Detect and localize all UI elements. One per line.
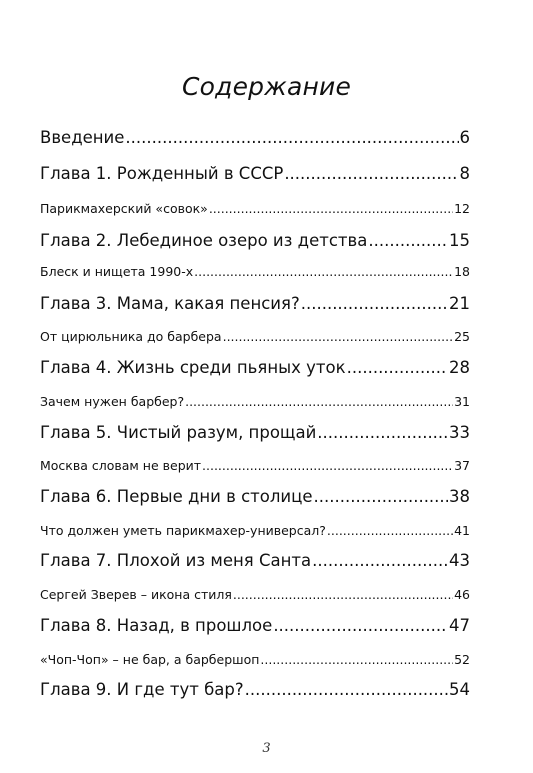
toc-entry[interactable] <box>40 358 470 377</box>
toc-entry-page: 21 <box>449 294 470 313</box>
toc-entry-page: 33 <box>449 423 470 442</box>
toc-dot-leader <box>317 423 448 442</box>
toc-entry-page: 46 <box>454 587 470 602</box>
toc-dot-leader <box>301 294 448 313</box>
toc-entry[interactable] <box>40 458 470 473</box>
toc-entry-page: 54 <box>449 680 470 699</box>
toc-entry[interactable] <box>40 551 470 570</box>
toc-dot-leader <box>312 551 448 570</box>
toc-entry[interactable] <box>40 394 470 409</box>
page-title: Содержание <box>181 72 352 101</box>
toc-dot-leader <box>233 587 453 602</box>
toc-dot-leader <box>209 201 453 216</box>
toc-dot-leader <box>125 128 458 147</box>
toc-entry-label: Блеск и нищета 1990-х <box>40 264 194 279</box>
toc-entry-label: Глава 7. Плохой из меня Санта <box>40 551 312 570</box>
toc-dot-leader <box>327 523 453 538</box>
toc-dot-leader <box>368 231 448 250</box>
toc-entry-page: 6 <box>459 128 470 147</box>
toc-dot-leader <box>185 394 453 409</box>
toc-entry[interactable] <box>40 294 470 313</box>
toc-entry[interactable] <box>40 523 470 538</box>
toc-entry-label: Москва словам не верит <box>40 458 202 473</box>
toc-dot-leader <box>347 358 448 377</box>
toc-entry-label: Глава 5. Чистый разум, прощай <box>40 423 317 442</box>
toc-entry[interactable] <box>40 680 470 699</box>
toc-entry[interactable] <box>40 264 470 279</box>
toc-entry-page: 8 <box>459 164 470 183</box>
toc-entry-label: Глава 3. Мама, какая пенсия? <box>40 294 300 313</box>
toc-entry-label: Парикмахерский «совок» <box>40 201 208 216</box>
toc-entry-page: 47 <box>449 616 470 635</box>
toc-entry[interactable] <box>40 423 470 442</box>
toc-dot-leader <box>284 164 458 183</box>
toc-dot-leader <box>202 458 453 473</box>
toc-entry-page: 38 <box>449 487 470 506</box>
toc-entry-label: Глава 4. Жизнь среди пьяных уток <box>40 358 346 377</box>
toc-dot-leader <box>245 680 448 699</box>
table-of-contents <box>40 0 470 773</box>
toc-entry-page: 52 <box>454 652 470 667</box>
toc-entry-label: Что должен уметь парикмахер-универсал? <box>40 523 326 538</box>
toc-entry-page: 12 <box>454 201 470 216</box>
toc-dot-leader <box>223 329 454 344</box>
toc-entry[interactable] <box>40 164 470 183</box>
toc-entry[interactable] <box>40 329 470 344</box>
toc-entry-label: Введение <box>40 128 125 147</box>
toc-entry-page: 31 <box>454 394 470 409</box>
toc-entry-label: От цирюльника до барбера <box>40 329 222 344</box>
toc-entry-page: 37 <box>454 458 470 473</box>
toc-entry-page: 41 <box>454 523 470 538</box>
toc-dot-leader <box>314 487 448 506</box>
toc-entry-page: 18 <box>454 264 470 279</box>
toc-entry[interactable] <box>40 587 470 602</box>
toc-entry-page: 25 <box>454 329 470 344</box>
toc-dot-leader <box>194 264 453 279</box>
toc-entry-label: Глава 8. Назад, в прошлое <box>40 616 273 635</box>
toc-entry[interactable] <box>40 487 470 506</box>
toc-entry-page: 28 <box>449 358 470 377</box>
toc-entry[interactable] <box>40 128 470 147</box>
toc-entry-label: Глава 2. Лебединое озеро из детства <box>40 231 368 250</box>
toc-entry-label: «Чоп-Чоп» – не бар, а барбершоп <box>40 652 260 667</box>
toc-entry-label: Глава 9. И где тут бар? <box>40 680 244 699</box>
toc-entry-label: Глава 6. Первые дни в столице <box>40 487 313 506</box>
toc-entry[interactable] <box>40 231 470 250</box>
toc-entry-page: 43 <box>449 551 470 570</box>
toc-entry-label: Сергей Зверев – икона стиля <box>40 587 232 602</box>
toc-entry[interactable] <box>40 616 470 635</box>
toc-entry-page: 15 <box>449 231 470 250</box>
toc-entry[interactable] <box>40 201 470 216</box>
toc-dot-leader <box>260 652 453 667</box>
toc-dot-leader <box>273 616 448 635</box>
toc-entry-label: Глава 1. Рожденный в СССР <box>40 164 284 183</box>
toc-entry[interactable] <box>40 652 470 667</box>
toc-entry-label: Зачем нужен барбер? <box>40 394 185 409</box>
page-number: 3 <box>262 741 271 756</box>
